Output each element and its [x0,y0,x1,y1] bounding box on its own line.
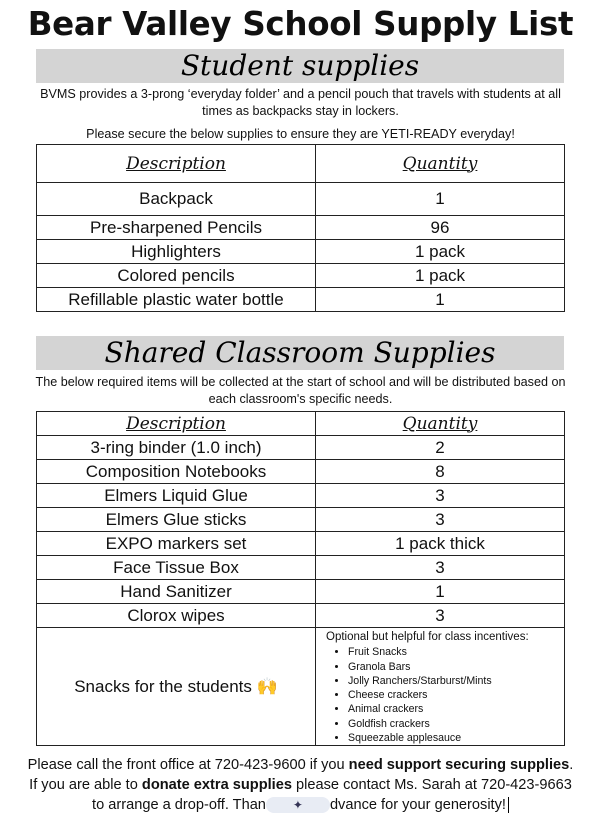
student-row-desc: Pre-sharpened Pencils [37,216,316,240]
snacks-optional-cell [316,628,565,746]
shared-row-desc: Elmers Glue sticks [37,508,316,532]
shared-row-desc: 3-ring binder (1.0 inch) [37,436,316,460]
student-intro: BVMS provides a 3-prong ‘everyday folder’ and a pencil pouch that travels with students at all times as backpacks stay in lockers. [40,87,561,118]
student-row-qty: 1 pack [316,240,565,264]
shared-row-qty: 2 [316,436,565,460]
footer-text: please contact Ms. Sarah at 720-423-9663 [291,777,572,793]
shared-row-desc: EXPO markers set [37,532,316,556]
shared-row-qty: 3 [316,484,565,508]
list-item: • Squeezable applesauce [348,731,564,745]
footer-line-1 [0,755,601,776]
shared-row-desc: Composition Notebooks [37,460,316,484]
snack-list [326,645,564,745]
student-col-quantity: Quantity [316,145,565,183]
raising-hands-icon: 🙌 [256,676,278,696]
list-item: • Fruit Snacks [348,645,564,659]
student-row-qty: 1 [316,183,565,216]
student-supplies-heading: Student supplies [36,49,564,83]
sparkle-icon[interactable]: ✦ [266,797,330,813]
student-col-description: Description [37,145,316,183]
shared-intro: The below required items will be collected at the start of school and will be distributed based on each classroom's specific needs. [35,375,566,406]
shared-row-qty: 1 pack thick [316,532,565,556]
shared-supplies-table [36,411,565,746]
shared-row-qty: 3 [316,508,565,532]
student-row-desc: Highlighters [37,240,316,264]
shared-col-quantity: Quantity [316,412,565,436]
list-item: • Goldfish crackers [348,717,564,731]
list-item: • Jolly Ranchers/Starburst/Mints [348,674,564,688]
shared-row-desc: Hand Sanitizer [37,580,316,604]
list-item: • Animal crackers [348,702,564,716]
footer-bold-text: donate extra supplies [141,777,292,793]
student-row-qty: 1 pack [316,264,565,288]
snacks-cell [37,628,316,746]
student-supplies-table [36,144,565,312]
page-title: Bear Valley School Supply List [27,5,574,43]
text-cursor [508,797,509,813]
student-row-desc: Refillable plastic water bottle [37,288,316,312]
student-row-qty: 96 [316,216,565,240]
shared-row-desc: Clorox wipes [37,604,316,628]
shared-row-qty: 3 [316,604,565,628]
shared-row-qty: 3 [316,556,565,580]
snacks-label: Snacks for the students [74,676,252,696]
footer-line-2 [0,775,601,796]
student-row-desc: Backpack [37,183,316,216]
list-item: • Granola Bars [348,660,564,674]
student-note: Please secure the below supplies to ensure they are YETI-READY everyday! [86,127,515,141]
shared-row-desc: Elmers Liquid Glue [37,484,316,508]
student-row-desc: Colored pencils [37,264,316,288]
shared-row-desc: Face Tissue Box [37,556,316,580]
footer-bold-text: need support securing supplies [348,757,570,773]
shared-row-qty: 1 [316,580,565,604]
footer-text: dvance for your generosity! [329,797,506,813]
optional-title: Optional but helpful for class incentives: [326,631,529,643]
footer-text: If you are able to [29,777,142,793]
footer-line-3 [0,795,601,816]
student-row-qty: 1 [316,288,565,312]
list-item: • Cheese crackers [348,688,564,702]
footer-text: Please call the front office at 720-423-9600 if you [27,757,349,773]
shared-supplies-heading: Shared Classroom Supplies [36,336,564,370]
shared-col-description: Description [37,412,316,436]
footer-text: to arrange a drop-off. Than [92,797,266,813]
footer-text: . [569,757,574,773]
shared-row-qty: 8 [316,460,565,484]
